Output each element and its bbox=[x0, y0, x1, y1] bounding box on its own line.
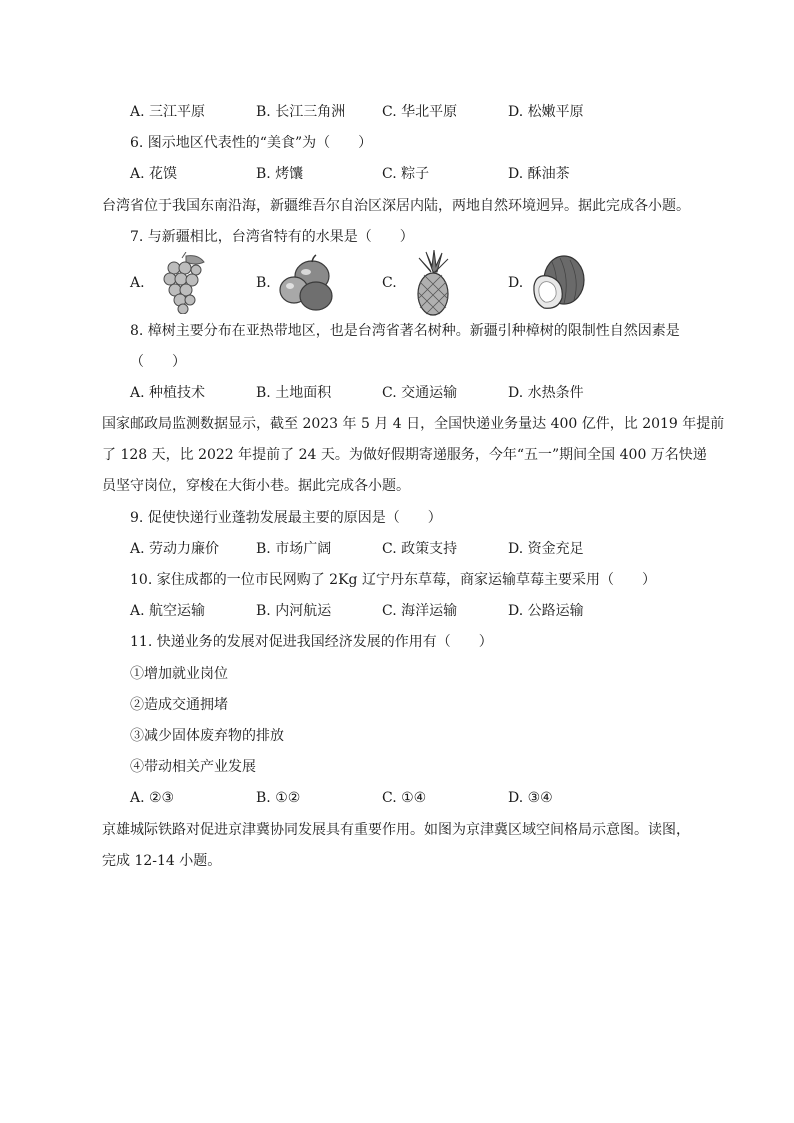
q5-option-b: B. 长江三角洲 bbox=[256, 104, 346, 120]
passage-railway-line-2: 完成 12-14 小题。 bbox=[102, 853, 222, 869]
grapes-icon bbox=[152, 252, 210, 314]
passage-taiwan-xinjiang: 台湾省位于我国东南沿海，新疆维吾尔自治区深居内陆，两地自然环境迥异。据此完成各小题。 bbox=[102, 198, 690, 214]
q10-option-d: D. 公路运输 bbox=[508, 603, 584, 619]
q10-option-a: A. 航空运输 bbox=[130, 603, 206, 619]
q10-option-c: C. 海洋运输 bbox=[382, 603, 458, 619]
q7-option-d bbox=[508, 252, 588, 314]
q10-stem: 10. 家住成都的一位市民网购了 2Kg 辽宁丹东草莓，商家运输草莓主要采用（ ） bbox=[130, 572, 656, 588]
q6-option-a: A. 花馍 bbox=[130, 166, 178, 182]
q11-statement-4: ④带动相关产业发展 bbox=[130, 759, 256, 775]
passage-express-line-3: 员坚守岗位，穿梭在大街小巷。据此完成各小题。 bbox=[102, 478, 410, 494]
q7-option-c-letter: C. bbox=[382, 275, 397, 291]
q11-option-b: B. ①② bbox=[256, 790, 301, 806]
q7-option-d-letter: D. bbox=[508, 275, 524, 291]
q7-option-b bbox=[256, 252, 336, 314]
q9-stem: 9. 促使快递行业蓬勃发展最主要的原因是（ ） bbox=[130, 510, 442, 526]
passage-express-line-1: 国家邮政局监测数据显示，截至 2023 年 5 月 4 日，全国快递业务量达 400 亿件，比 2019 年提前 bbox=[102, 416, 725, 432]
passage-railway-line-1: 京雄城际铁路对促进京津冀协同发展具有重要作用。如图为京津冀区域空间格局示意图。读图， bbox=[102, 822, 690, 838]
q7-option-c bbox=[382, 250, 462, 316]
q7-option-b-letter: B. bbox=[256, 275, 271, 291]
q9-option-a: A. 劳动力廉价 bbox=[130, 541, 220, 557]
q5-option-c: C. 华北平原 bbox=[382, 104, 458, 120]
q8-option-b: B. 土地面积 bbox=[256, 385, 332, 401]
q11-option-c: C. ①④ bbox=[382, 790, 427, 806]
q7-option-a-letter: A. bbox=[130, 275, 145, 291]
passage-express-line-2: 了 128 天，比 2022 年提前了 24 天。为做好假期寄递服务，今年“五一”期间全国 400 万名快递 bbox=[102, 447, 707, 463]
q7-stem: 7. 与新疆相比，台湾省特有的水果是（ ） bbox=[130, 229, 414, 245]
q11-stem: 11. 快递业务的发展对促进我国经济发展的作用有（ ） bbox=[130, 634, 493, 650]
q8-option-c: C. 交通运输 bbox=[382, 385, 458, 401]
apples-icon bbox=[278, 252, 336, 314]
q6-option-c: C. 粽子 bbox=[382, 166, 430, 182]
q6-option-b: B. 烤馕 bbox=[256, 166, 304, 182]
q5-option-d: D. 松嫩平原 bbox=[508, 104, 584, 120]
q9-option-c: C. 政策支持 bbox=[382, 541, 458, 557]
q5-option-a: A. 三江平原 bbox=[130, 104, 206, 120]
q8-stem: 8. 樟树主要分布在亚热带地区，也是台湾省著名树种。新疆引种樟树的限制性自然因素是 bbox=[130, 323, 680, 339]
q7-option-a bbox=[130, 252, 210, 314]
hami-melon-icon bbox=[530, 252, 588, 314]
q8-stem-continuation: （ ） bbox=[130, 354, 186, 370]
q8-option-a: A. 种植技术 bbox=[130, 385, 206, 401]
q6-stem: 6. 图示地区代表性的“美食”为（ ） bbox=[130, 135, 373, 151]
pineapple-icon bbox=[404, 250, 462, 316]
q11-statement-3: ③减少固体废弃物的排放 bbox=[130, 728, 284, 744]
q11-statement-2: ②造成交通拥堵 bbox=[130, 697, 228, 713]
q11-statement-1: ①增加就业岗位 bbox=[130, 666, 228, 682]
q11-option-d: D. ③④ bbox=[508, 790, 553, 806]
q9-option-d: D. 资金充足 bbox=[508, 541, 584, 557]
q11-option-a: A. ②③ bbox=[130, 790, 175, 806]
q6-option-d: D. 酥油茶 bbox=[508, 166, 570, 182]
q8-option-d: D. 水热条件 bbox=[508, 385, 584, 401]
q9-option-b: B. 市场广阔 bbox=[256, 541, 332, 557]
q10-option-b: B. 内河航运 bbox=[256, 603, 332, 619]
